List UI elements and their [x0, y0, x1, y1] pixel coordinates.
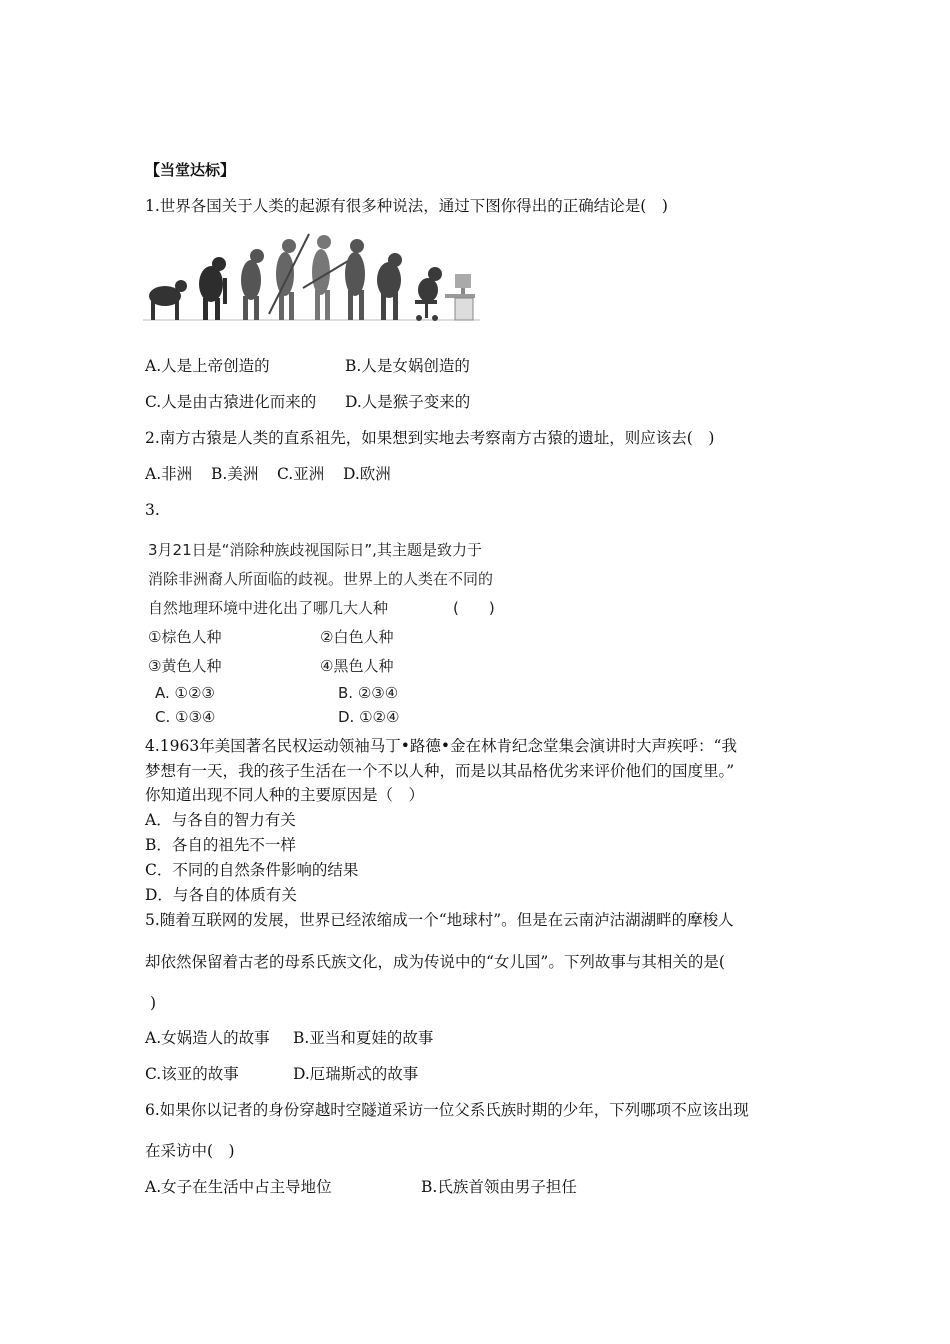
q6-line-2: 在采访中( ): [145, 1142, 235, 1160]
q1-option-c[interactable]: C.人是由古猿进化而来的: [145, 393, 317, 411]
q4-line-1: 4.1963年美国著名民权运动领袖马丁•路德•金在林肯纪念堂集会演讲时大声疾呼：“我: [145, 737, 737, 755]
q3-scan-line-1: 3月21日是“消除种族歧视国际日”,其主题是致力于: [148, 541, 482, 559]
q3-scan-line-3: 自然地理环境中进化出了哪几大人种: [148, 599, 389, 617]
q3-scan-line-2: 消除非洲裔人所面临的歧视。世界上的人类在不同的: [148, 570, 494, 588]
q2-stem: 2.南方古猿是人类的直系祖先，如果想到实地去考察南方古猿的遗址，则应该去( ): [145, 429, 715, 447]
q4-option-d[interactable]: D．与各自的体质有关: [145, 886, 297, 904]
q3-option-b[interactable]: B. ②③④: [338, 684, 399, 702]
q1-option-b[interactable]: B.人是女娲创造的: [345, 357, 470, 375]
q5-line-1: 5.随着互联网的发展，世界已经浓缩成一个“地球村”。但是在云南泸沽湖湖畔的摩梭人: [145, 911, 734, 929]
q5-option-a[interactable]: A.女娲造人的故事: [145, 1029, 270, 1047]
q2-option-c[interactable]: C.亚洲: [277, 465, 325, 483]
q1-stem: 1.世界各国关于人类的起源有很多种说法，通过下图你得出的正确结论是( ): [145, 197, 668, 215]
q5-line-3: ): [150, 994, 157, 1012]
q3-option-d[interactable]: D. ①②④: [338, 708, 400, 726]
q6-option-a[interactable]: A.女子在生活中占主导地位: [145, 1178, 332, 1196]
q3-choice-3: ③黄色人种: [148, 657, 222, 675]
q5-option-d[interactable]: D.厄瑞斯忒的故事: [293, 1065, 419, 1083]
q4-line-3: 你知道出现不同人种的主要原因是（ ）: [145, 786, 425, 804]
q4-option-a[interactable]: A．与各自的智力有关: [145, 811, 296, 829]
q2-option-d[interactable]: D.欧洲: [343, 465, 391, 483]
q2-option-b[interactable]: B.美洲: [211, 465, 259, 483]
q1-option-a[interactable]: A.人是上帝创造的: [145, 357, 270, 375]
q3-scanned-question: [145, 533, 510, 730]
q5-option-b[interactable]: B.亚当和夏娃的故事: [293, 1029, 434, 1047]
q3-choice-4: ④黑色人种: [320, 657, 394, 675]
q2-option-a[interactable]: A.非洲: [145, 465, 193, 483]
q3-choice-1: ①棕色人种: [148, 628, 222, 646]
q3-answer-paren: ( ): [453, 599, 495, 617]
q5-option-c[interactable]: C.该亚的故事: [145, 1065, 239, 1083]
q3-choice-2: ②白色人种: [320, 628, 394, 646]
q6-option-b[interactable]: B.氏族首领由男子担任: [421, 1178, 577, 1196]
q3-option-a[interactable]: A. ①②③: [155, 684, 215, 702]
q6-line-1: 6.如果你以记者的身份穿越时空隧道采访一位父系氏族时期的少年，下列哪项不应该出现: [145, 1101, 749, 1119]
q1-option-d[interactable]: D.人是猴子变来的: [345, 393, 471, 411]
q3-option-c[interactable]: C. ①③④: [155, 708, 216, 726]
q4-option-b[interactable]: B．各自的祖先不一样: [145, 836, 296, 854]
q4-line-2: 梦想有一天，我的孩子生活在一个不以人种，而是以其品格优劣来评价他们的国度里。”: [145, 762, 735, 780]
human-evolution-image: [143, 228, 480, 328]
section-title: 【当堂达标】: [145, 161, 236, 179]
q3-number: 3.: [145, 501, 160, 519]
q5-line-2: 却依然保留着古老的母系氏族文化，成为传说中的“女儿国”。下列故事与其相关的是(: [145, 953, 725, 971]
q4-option-c[interactable]: C．不同的自然条件影响的结果: [145, 861, 359, 879]
